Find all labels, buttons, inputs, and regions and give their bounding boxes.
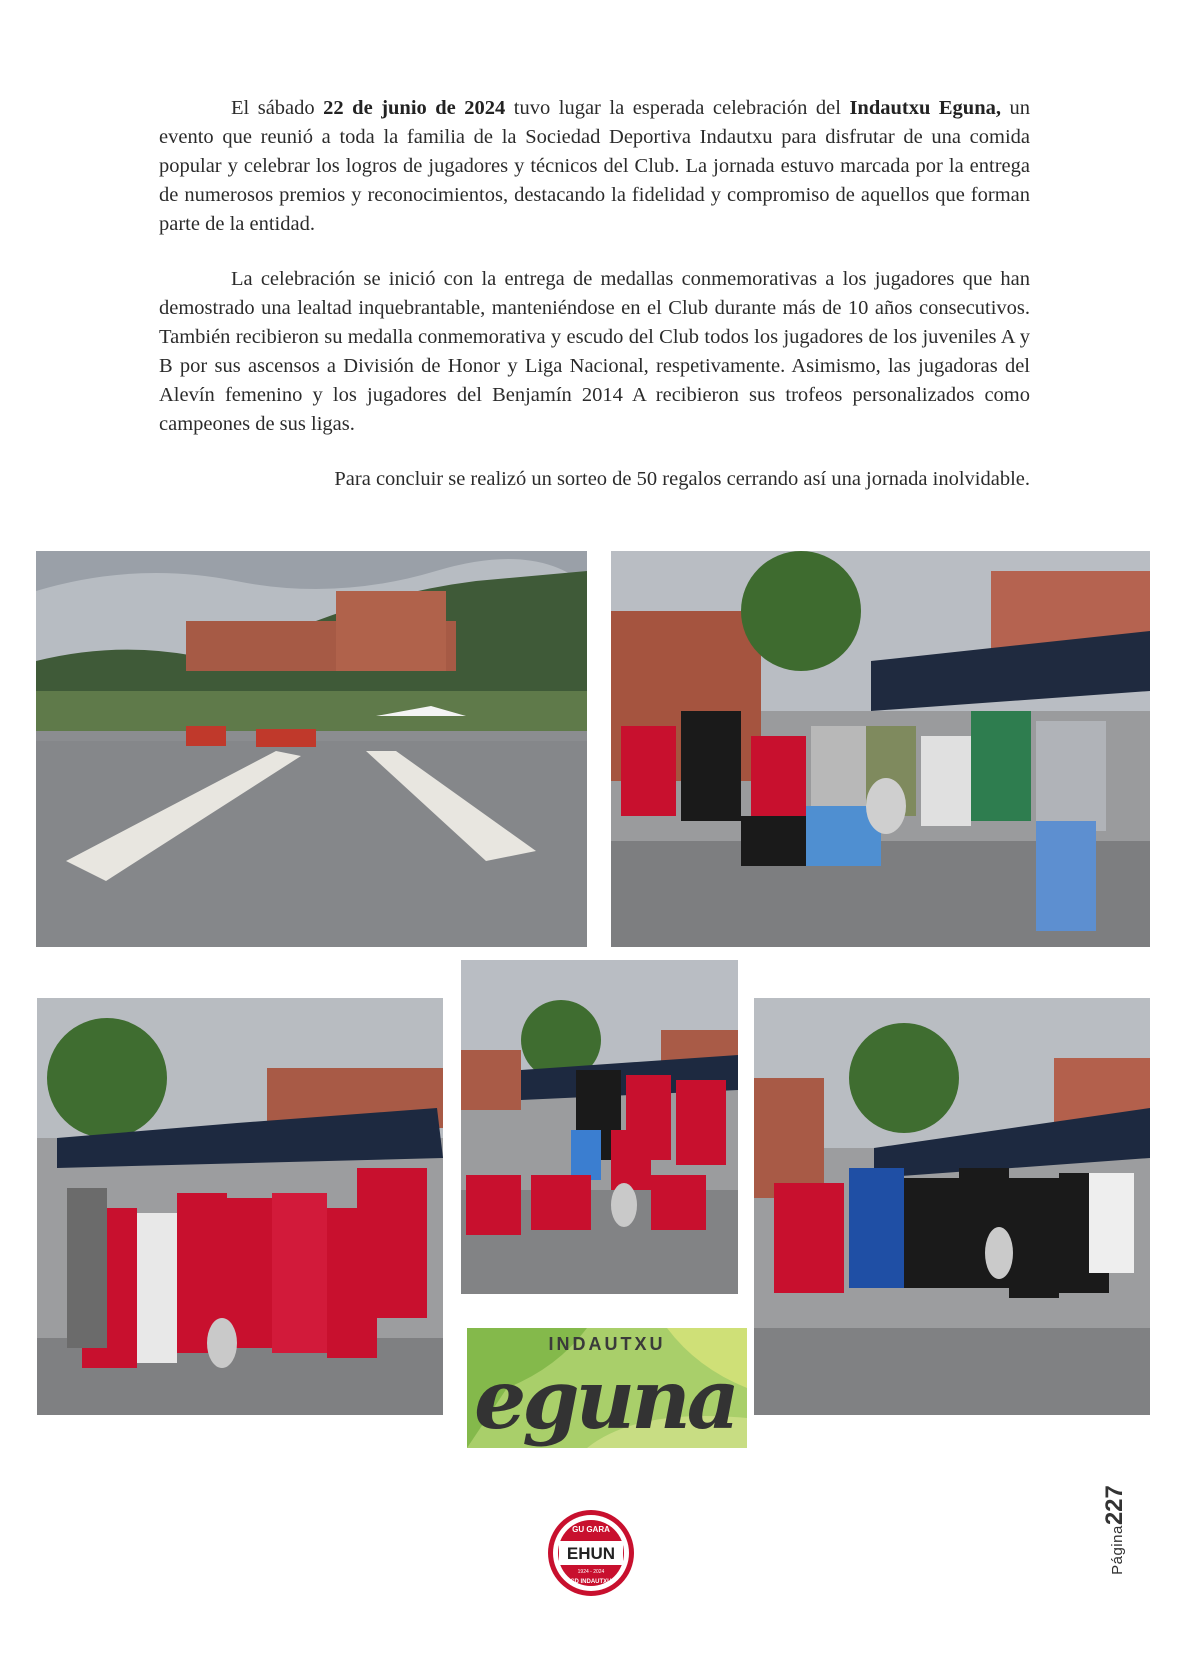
eguna-logo-main: eguna [474, 1352, 736, 1448]
page-number-value: 227 [1101, 1485, 1128, 1526]
badge-bottom: SD INDAUTXU [570, 1579, 612, 1585]
page-number [1100, 1475, 1130, 1585]
indautxu-eguna-logo [467, 1328, 747, 1490]
badge-top: GU GARA [572, 1525, 610, 1534]
paragraph-2: La celebración se inició con la entrega de medallas conmemorativas a los jugadores que han demostrado una lealtad inquebrantable, manteniéndose en el Club durante más de 10 años consecutivos. También recibieron su medalla conmemorativa y escudo del Club todos los jugadores de los juveniles A y B por sus ascensos a División de Honor y Liga Nacional, respetivamente. Asimismo, las jugadoras del Alevín femenino y los jugadores del Benjamín 2014 A recibieron sus trofeos personalizados como campeones de sus ligas. [159, 268, 1030, 435]
p1-text-2: tuvo lugar la esperada celebración del [505, 97, 850, 119]
photo-benjamin [461, 960, 738, 1294]
club-badge [547, 1509, 635, 1597]
article-text [159, 94, 1030, 494]
photo-tables [36, 551, 587, 947]
event-date: 22 de junio de 2024 [323, 97, 506, 119]
badge-center: EHUN [566, 1544, 616, 1563]
paragraph-3: Para concluir se realizó un sorteo de 50 regalos cerrando así una jornada inolvidable. [334, 468, 1030, 490]
page-number-label: Página [1109, 1525, 1126, 1575]
photo-alevin-femenino [37, 998, 443, 1415]
photo-juveniles [611, 551, 1150, 947]
p1-text-1: El sábado [231, 97, 324, 119]
paragraph-1 [159, 94, 1030, 239]
badge-years: 1924 - 2024 [577, 1569, 605, 1575]
event-name: Indautxu Eguna, [849, 97, 1001, 119]
eguna-logo-top: INDAUTXU [548, 1334, 666, 1354]
photo-cup-group [754, 998, 1150, 1415]
p1-text-3: un evento que reunió a toda la familia de la Sociedad Deportiva Indautxu para disfrutar de una comida popular y celebrar los logros de jugadores y técnicos del Club. La jornada estuvo marcada por la entrega de numerosos premios y reconocimientos, destacando la fidelidad y compromiso de aquellos que forman parte de la entidad. [159, 97, 1030, 235]
